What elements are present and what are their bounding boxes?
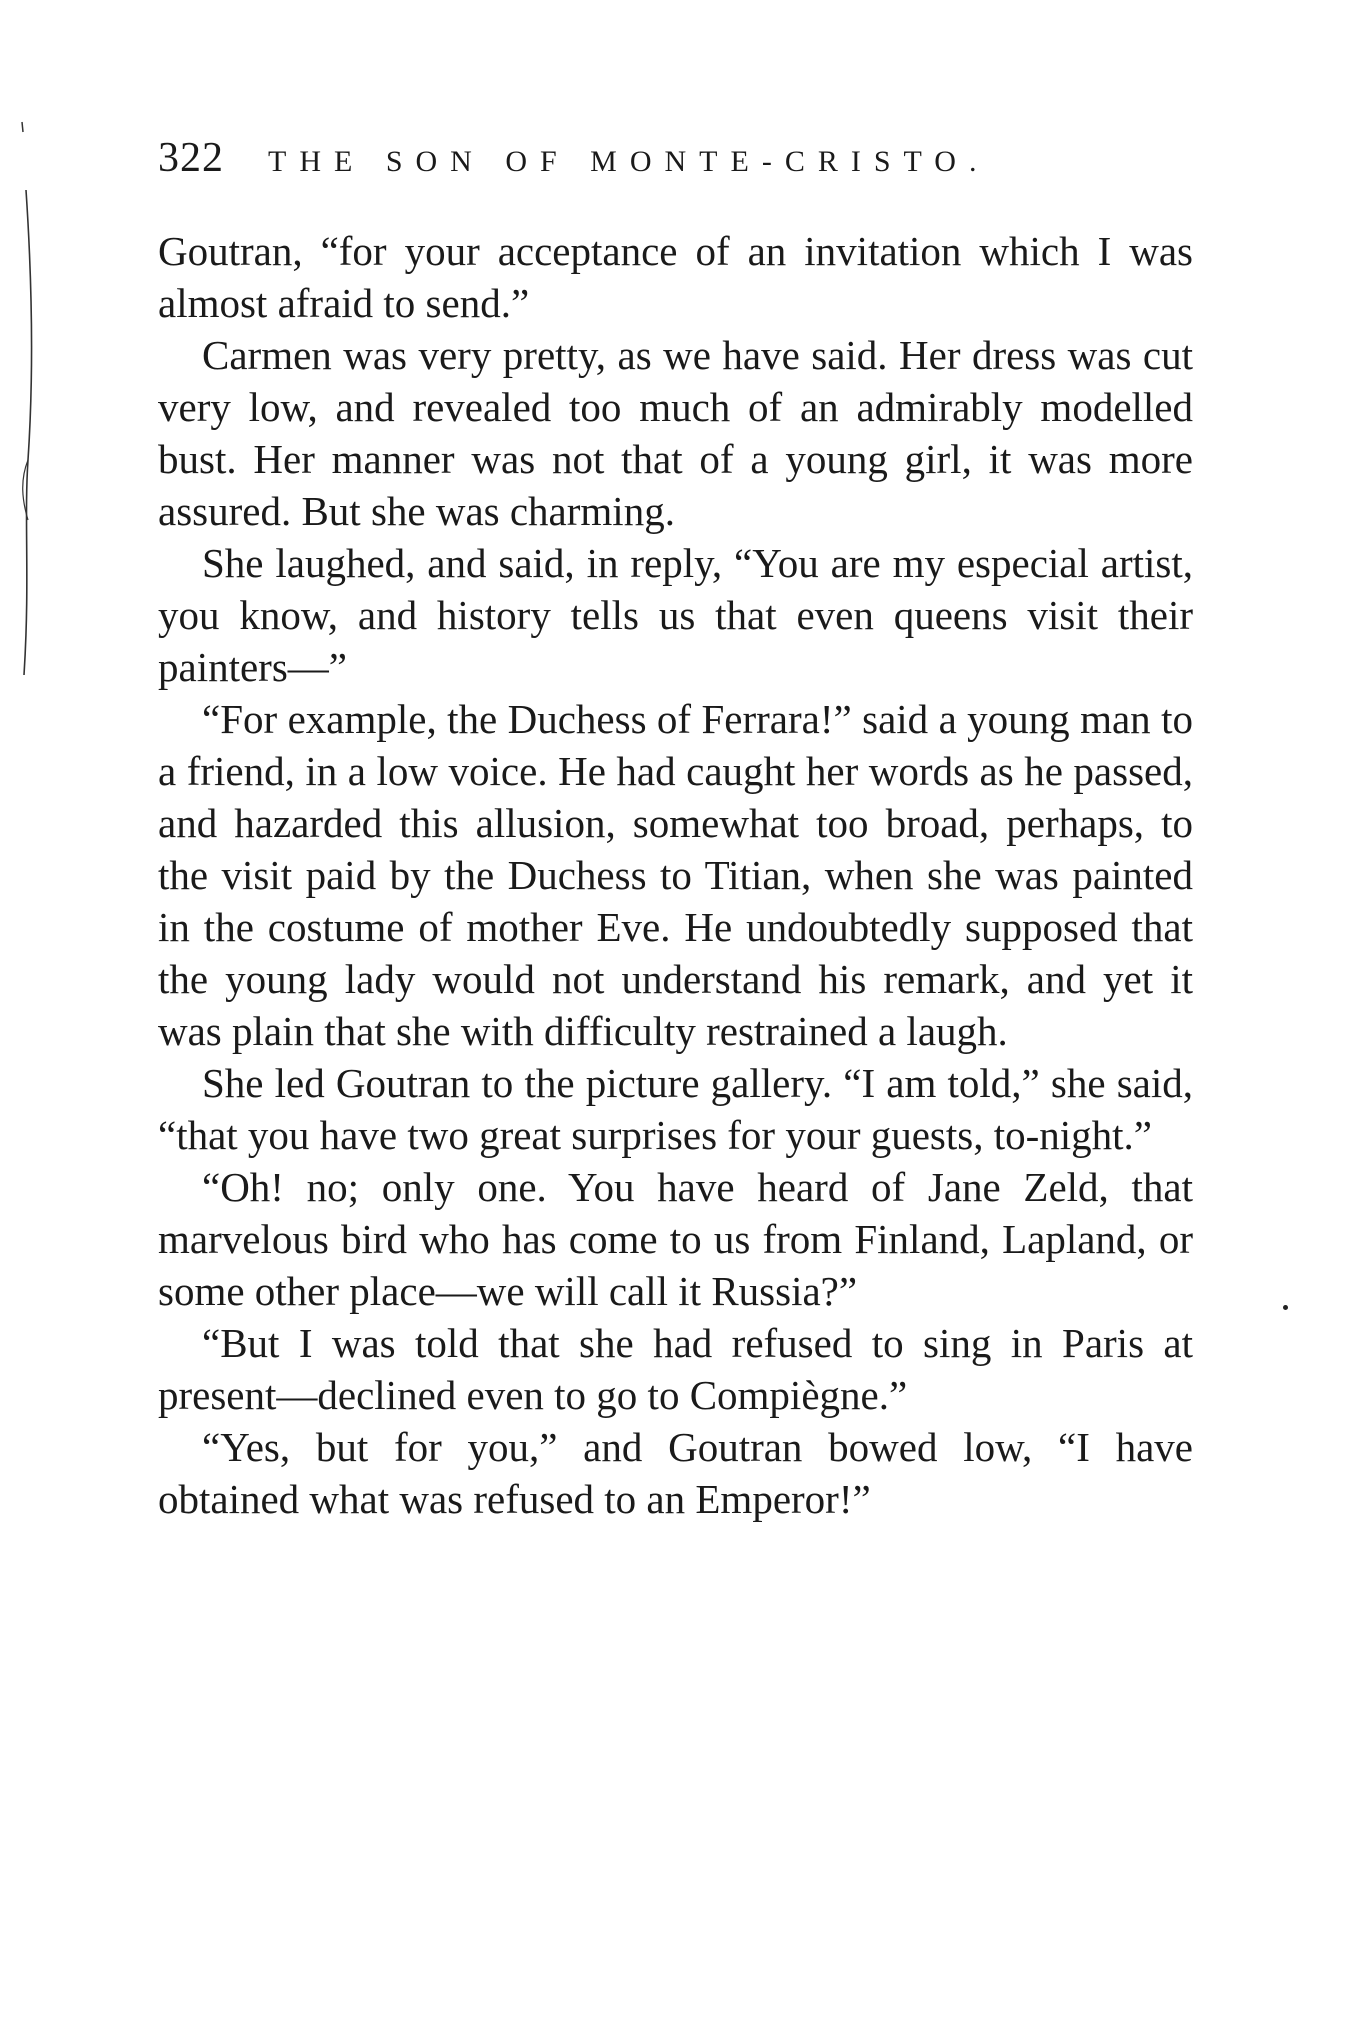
- ink-speck: [1283, 1305, 1288, 1310]
- margin-pencil-mark: [18, 120, 38, 680]
- paragraph-1: Goutran, “for your acceptance of an invitation which I was almost afraid to send.”: [158, 228, 1193, 326]
- running-title: THE SON OF MONTE-CRISTO.: [268, 145, 990, 178]
- body-text: [158, 225, 1193, 1525]
- paragraph-2: Carmen was very pretty, as we have said. Her dress was cut very low, and revealed too much of an admirably modelled bust. Her manner was not that of a young girl, it was more assured. But she was charming.: [158, 332, 1193, 534]
- paragraph-3: She laughed, and said, in reply, “You are my especial artist, you know, and history tells us that even queens visit their painters—”: [158, 540, 1193, 690]
- paragraph-7: “But I was told that she had refused to sing in Paris at present—declined even to go to Compiègne.”: [158, 1320, 1193, 1418]
- page-number: 322: [158, 135, 224, 181]
- running-header: [158, 134, 1198, 194]
- paragraph-5: She led Goutran to the picture gallery. “I am told,” she said, “that you have two great surprises for your guests, to-night.”: [158, 1060, 1193, 1158]
- paragraph-8: “Yes, but for you,” and Goutran bowed low, “I have obtained what was refused to an Emperor!”: [158, 1424, 1193, 1522]
- paragraph-4: “For example, the Duchess of Ferrara!” said a young man to a friend, in a low voice. He had caught her words as he passed, and hazarded this allusion, somewhat too broad, perhaps, to the visit paid by the Duchess to Titian, when she was painted in the costume of mother Eve. He undoubtedly supposed that the young lady would not understand his remark, and yet it was plain that she with difficulty restrained a laugh.: [158, 696, 1193, 1054]
- paragraph-6: “Oh! no; only one. You have heard of Jane Zeld, that marvelous bird who has come to us from Finland, Lapland, or some other place—we will call it Russia?”: [158, 1164, 1193, 1314]
